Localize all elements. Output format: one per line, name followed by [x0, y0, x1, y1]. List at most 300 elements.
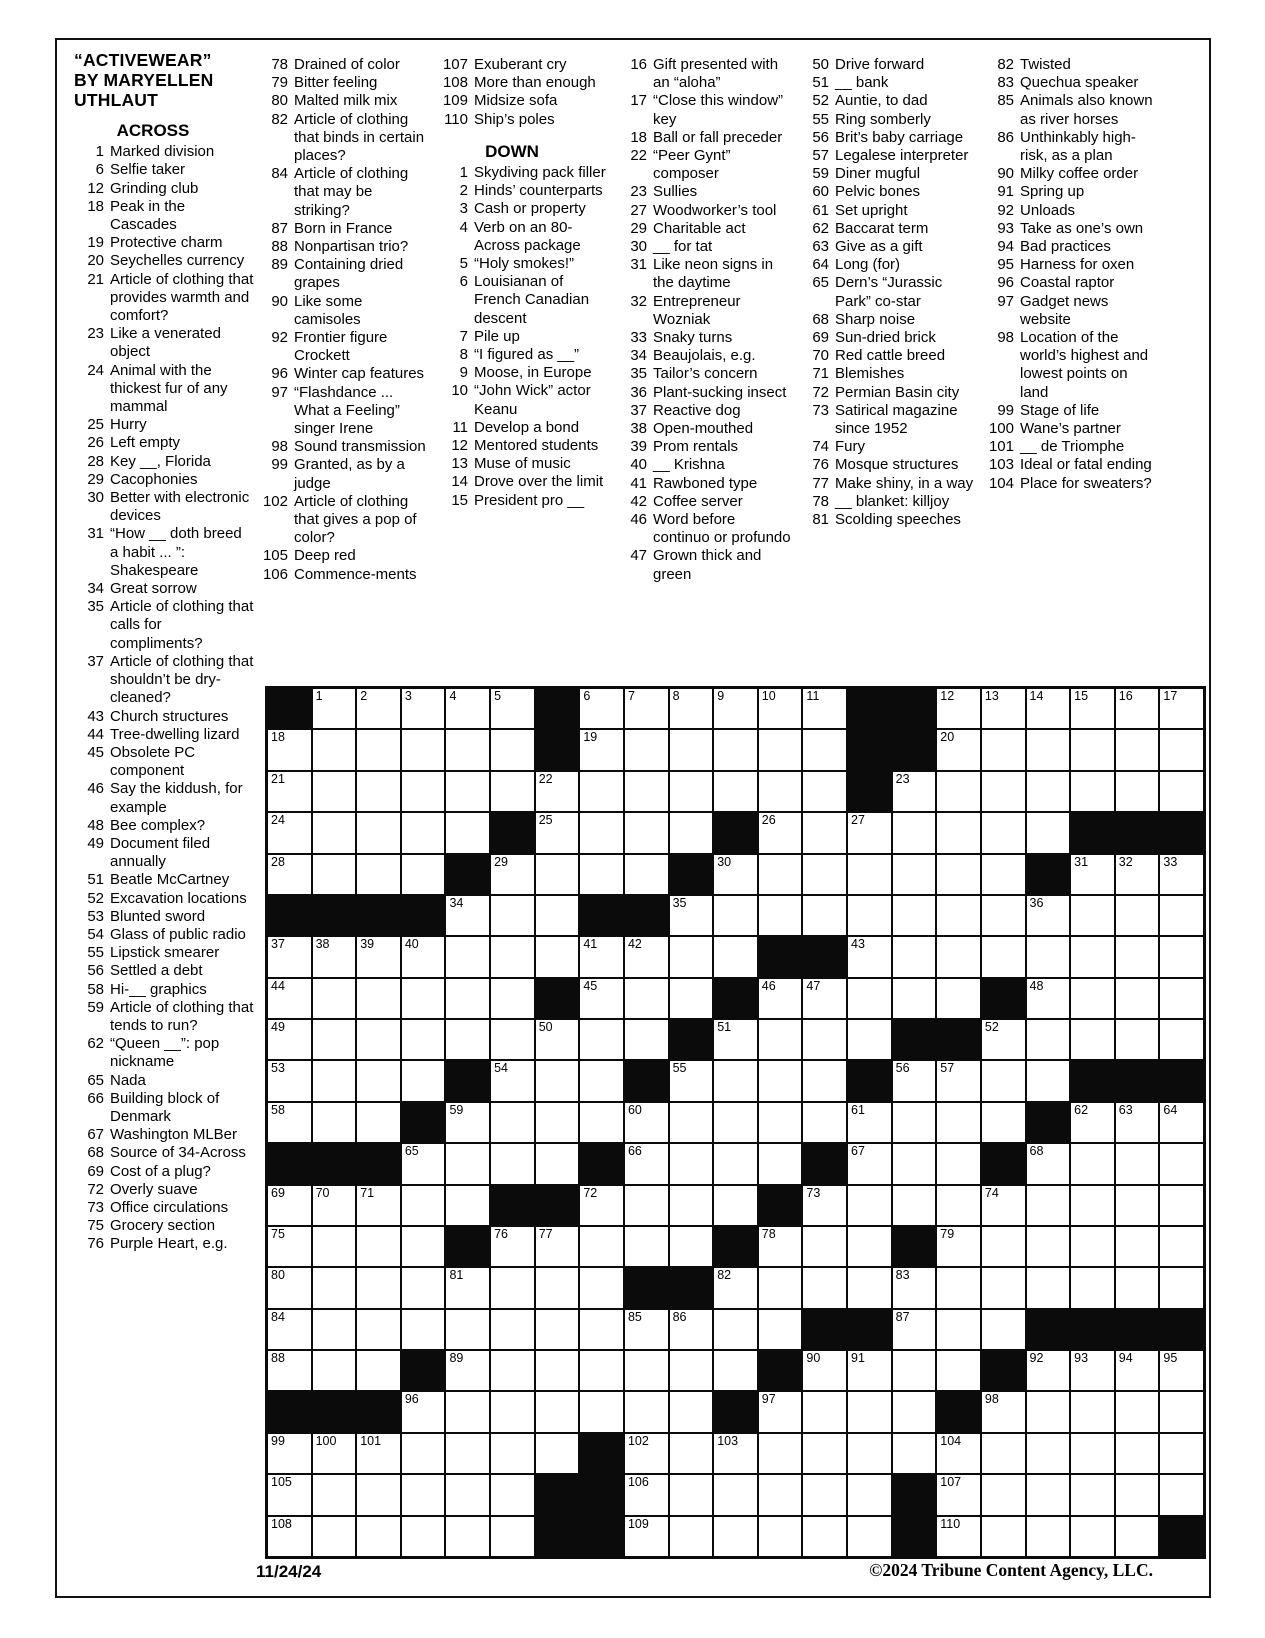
grid-cell[interactable] [803, 1268, 846, 1307]
grid-cell[interactable] [1160, 1186, 1203, 1225]
grid-cell[interactable] [313, 813, 356, 852]
grid-cell[interactable] [982, 896, 1025, 935]
grid-cell[interactable] [536, 772, 579, 811]
grid-cell[interactable] [536, 1310, 579, 1349]
grid-cell[interactable] [357, 979, 400, 1018]
grid-cell[interactable] [313, 979, 356, 1018]
grid-cell[interactable] [625, 1310, 668, 1349]
grid-cell[interactable] [491, 1020, 534, 1059]
grid-cell[interactable] [848, 937, 891, 976]
grid-cell[interactable] [848, 1227, 891, 1266]
grid-cell[interactable] [268, 1434, 311, 1473]
grid-cell[interactable] [714, 1310, 757, 1349]
grid-cell[interactable] [1116, 1020, 1159, 1059]
grid-cell[interactable] [446, 1186, 489, 1225]
grid-cell[interactable] [580, 1186, 623, 1225]
grid-cell[interactable] [357, 1268, 400, 1307]
grid-cell[interactable] [625, 1517, 668, 1556]
grid-cell[interactable] [491, 979, 534, 1018]
grid-cell[interactable] [625, 855, 668, 894]
grid-cell[interactable] [1116, 1227, 1159, 1266]
grid-cell[interactable] [714, 1186, 757, 1225]
grid-cell[interactable] [402, 772, 445, 811]
grid-cell[interactable] [982, 730, 1025, 769]
grid-cell[interactable] [1160, 979, 1203, 1018]
grid-cell[interactable] [937, 937, 980, 976]
grid-cell[interactable] [803, 1434, 846, 1473]
grid-cell[interactable] [848, 1103, 891, 1142]
grid-cell[interactable] [937, 689, 980, 728]
grid-cell[interactable] [491, 1517, 534, 1556]
grid-cell[interactable] [1071, 1475, 1114, 1514]
grid-cell[interactable] [714, 1268, 757, 1307]
grid-cell[interactable] [625, 979, 668, 1018]
grid-cell[interactable] [937, 1061, 980, 1100]
grid-cell[interactable] [714, 1351, 757, 1390]
grid-cell[interactable] [446, 1434, 489, 1473]
grid-cell[interactable] [268, 772, 311, 811]
grid-cell[interactable] [1071, 1144, 1114, 1183]
grid-cell[interactable] [759, 689, 802, 728]
grid-cell[interactable] [625, 689, 668, 728]
grid-cell[interactable] [982, 1392, 1025, 1431]
grid-cell[interactable] [670, 1144, 713, 1183]
grid-cell[interactable] [670, 979, 713, 1018]
grid-cell[interactable] [268, 813, 311, 852]
grid-cell[interactable] [402, 1434, 445, 1473]
grid-cell[interactable] [268, 730, 311, 769]
grid-cell[interactable] [625, 1351, 668, 1390]
grid-cell[interactable] [714, 689, 757, 728]
grid-cell[interactable] [625, 1186, 668, 1225]
grid-cell[interactable] [803, 1475, 846, 1514]
grid-cell[interactable] [357, 1061, 400, 1100]
grid-cell[interactable] [491, 1144, 534, 1183]
grid-cell[interactable] [803, 1227, 846, 1266]
grid-cell[interactable] [1116, 730, 1159, 769]
grid-cell[interactable] [982, 937, 1025, 976]
grid-cell[interactable] [446, 1020, 489, 1059]
grid-cell[interactable] [313, 855, 356, 894]
grid-cell[interactable] [937, 1227, 980, 1266]
grid-cell[interactable] [937, 1310, 980, 1349]
grid-cell[interactable] [937, 730, 980, 769]
grid-cell[interactable] [1160, 689, 1203, 728]
grid-cell[interactable] [982, 1061, 1025, 1100]
grid-cell[interactable] [937, 1186, 980, 1225]
grid-cell[interactable] [848, 979, 891, 1018]
grid-cell[interactable] [1116, 1434, 1159, 1473]
grid-cell[interactable] [759, 730, 802, 769]
grid-cell[interactable] [313, 730, 356, 769]
grid-cell[interactable] [937, 1144, 980, 1183]
grid-cell[interactable] [580, 689, 623, 728]
grid-cell[interactable] [937, 1434, 980, 1473]
grid-cell[interactable] [1027, 1434, 1070, 1473]
grid-cell[interactable] [580, 1227, 623, 1266]
grid-cell[interactable] [402, 689, 445, 728]
grid-cell[interactable] [982, 772, 1025, 811]
grid-cell[interactable] [1116, 896, 1159, 935]
grid-cell[interactable] [357, 730, 400, 769]
grid-cell[interactable] [848, 1020, 891, 1059]
grid-cell[interactable] [536, 1061, 579, 1100]
grid-cell[interactable] [1160, 1268, 1203, 1307]
grid-cell[interactable] [446, 689, 489, 728]
grid-cell[interactable] [803, 1186, 846, 1225]
grid-cell[interactable] [714, 1475, 757, 1514]
grid-cell[interactable] [268, 1310, 311, 1349]
grid-cell[interactable] [491, 1268, 534, 1307]
grid-cell[interactable] [803, 1351, 846, 1390]
grid-cell[interactable] [893, 896, 936, 935]
grid-cell[interactable] [670, 813, 713, 852]
grid-cell[interactable] [1160, 1392, 1203, 1431]
grid-cell[interactable] [1116, 1475, 1159, 1514]
grid-cell[interactable] [491, 1061, 534, 1100]
grid-cell[interactable] [759, 1268, 802, 1307]
grid-cell[interactable] [402, 1186, 445, 1225]
grid-cell[interactable] [759, 813, 802, 852]
grid-cell[interactable] [268, 1227, 311, 1266]
grid-cell[interactable] [714, 1144, 757, 1183]
grid-cell[interactable] [536, 855, 579, 894]
grid-cell[interactable] [313, 1517, 356, 1556]
grid-cell[interactable] [759, 1475, 802, 1514]
grid-cell[interactable] [402, 1268, 445, 1307]
grid-cell[interactable] [848, 813, 891, 852]
grid-cell[interactable] [937, 1351, 980, 1390]
grid-cell[interactable] [446, 1517, 489, 1556]
grid-cell[interactable] [357, 1351, 400, 1390]
grid-cell[interactable] [982, 689, 1025, 728]
grid-cell[interactable] [982, 1517, 1025, 1556]
grid-cell[interactable] [580, 1020, 623, 1059]
grid-cell[interactable] [893, 1434, 936, 1473]
grid-cell[interactable] [670, 1227, 713, 1266]
grid-cell[interactable] [1116, 855, 1159, 894]
grid-cell[interactable] [357, 1310, 400, 1349]
grid-cell[interactable] [357, 1227, 400, 1266]
grid-cell[interactable] [1160, 772, 1203, 811]
grid-cell[interactable] [803, 855, 846, 894]
grid-cell[interactable] [848, 1268, 891, 1307]
grid-cell[interactable] [402, 1517, 445, 1556]
grid-cell[interactable] [803, 1392, 846, 1431]
grid-cell[interactable] [402, 937, 445, 976]
grid-cell[interactable] [893, 979, 936, 1018]
grid-cell[interactable] [491, 937, 534, 976]
grid-cell[interactable] [313, 1061, 356, 1100]
grid-cell[interactable] [670, 1310, 713, 1349]
grid-cell[interactable] [580, 1310, 623, 1349]
grid-cell[interactable] [268, 1103, 311, 1142]
grid-cell[interactable] [1160, 730, 1203, 769]
grid-cell[interactable] [937, 1517, 980, 1556]
grid-cell[interactable] [1071, 689, 1114, 728]
grid-cell[interactable] [446, 896, 489, 935]
grid-cell[interactable] [1160, 1103, 1203, 1142]
grid-cell[interactable] [491, 1392, 534, 1431]
grid-cell[interactable] [491, 1475, 534, 1514]
grid-cell[interactable] [446, 813, 489, 852]
grid-cell[interactable] [670, 1186, 713, 1225]
grid-cell[interactable] [1160, 1475, 1203, 1514]
grid-cell[interactable] [268, 937, 311, 976]
grid-cell[interactable] [491, 772, 534, 811]
grid-cell[interactable] [313, 689, 356, 728]
grid-cell[interactable] [357, 1434, 400, 1473]
grid-cell[interactable] [982, 1020, 1025, 1059]
grid-cell[interactable] [937, 855, 980, 894]
grid-cell[interactable] [670, 937, 713, 976]
grid-cell[interactable] [1071, 937, 1114, 976]
grid-cell[interactable] [402, 730, 445, 769]
grid-cell[interactable] [893, 1351, 936, 1390]
grid-cell[interactable] [1071, 1392, 1114, 1431]
grid-cell[interactable] [1071, 979, 1114, 1018]
grid-cell[interactable] [1116, 1351, 1159, 1390]
grid-cell[interactable] [313, 772, 356, 811]
grid-cell[interactable] [625, 772, 668, 811]
grid-cell[interactable] [1160, 937, 1203, 976]
grid-cell[interactable] [357, 855, 400, 894]
grid-cell[interactable] [714, 937, 757, 976]
grid-cell[interactable] [937, 1475, 980, 1514]
grid-cell[interactable] [357, 1475, 400, 1514]
grid-cell[interactable] [937, 813, 980, 852]
grid-cell[interactable] [268, 1268, 311, 1307]
grid-cell[interactable] [625, 1475, 668, 1514]
grid-cell[interactable] [893, 937, 936, 976]
grid-cell[interactable] [580, 855, 623, 894]
grid-cell[interactable] [893, 1310, 936, 1349]
grid-cell[interactable] [1116, 979, 1159, 1018]
grid-cell[interactable] [625, 1434, 668, 1473]
grid-cell[interactable] [714, 896, 757, 935]
grid-cell[interactable] [803, 979, 846, 1018]
grid-cell[interactable] [1027, 730, 1070, 769]
grid-cell[interactable] [714, 855, 757, 894]
grid-cell[interactable] [982, 1227, 1025, 1266]
grid-cell[interactable] [1071, 730, 1114, 769]
grid-cell[interactable] [893, 1186, 936, 1225]
grid-cell[interactable] [893, 813, 936, 852]
grid-cell[interactable] [759, 1310, 802, 1349]
grid-cell[interactable] [937, 1268, 980, 1307]
grid-cell[interactable] [580, 1061, 623, 1100]
grid-cell[interactable] [937, 1103, 980, 1142]
grid-cell[interactable] [982, 1268, 1025, 1307]
grid-cell[interactable] [1071, 1103, 1114, 1142]
grid-cell[interactable] [1071, 772, 1114, 811]
grid-cell[interactable] [1071, 1517, 1114, 1556]
grid-cell[interactable] [759, 1227, 802, 1266]
grid-cell[interactable] [848, 1351, 891, 1390]
grid-cell[interactable] [491, 689, 534, 728]
grid-cell[interactable] [491, 1227, 534, 1266]
grid-cell[interactable] [268, 1020, 311, 1059]
grid-cell[interactable] [893, 855, 936, 894]
grid-cell[interactable] [625, 1144, 668, 1183]
grid-cell[interactable] [803, 1103, 846, 1142]
grid-cell[interactable] [402, 1310, 445, 1349]
grid-cell[interactable] [670, 1434, 713, 1473]
grid-cell[interactable] [803, 813, 846, 852]
grid-cell[interactable] [580, 813, 623, 852]
grid-cell[interactable] [670, 1103, 713, 1142]
grid-cell[interactable] [313, 1475, 356, 1514]
grid-cell[interactable] [893, 1061, 936, 1100]
grid-cell[interactable] [357, 813, 400, 852]
grid-cell[interactable] [759, 1517, 802, 1556]
grid-cell[interactable] [536, 1268, 579, 1307]
grid-cell[interactable] [491, 855, 534, 894]
grid-cell[interactable] [848, 1392, 891, 1431]
grid-cell[interactable] [402, 1475, 445, 1514]
grid-cell[interactable] [402, 813, 445, 852]
grid-cell[interactable] [1071, 1434, 1114, 1473]
grid-cell[interactable] [313, 1268, 356, 1307]
grid-cell[interactable] [313, 1351, 356, 1390]
grid-cell[interactable] [848, 1517, 891, 1556]
grid-cell[interactable] [268, 1517, 311, 1556]
grid-cell[interactable] [446, 1310, 489, 1349]
grid-cell[interactable] [625, 1103, 668, 1142]
grid-cell[interactable] [1027, 1061, 1070, 1100]
grid-cell[interactable] [313, 1227, 356, 1266]
grid-cell[interactable] [1160, 1351, 1203, 1390]
grid-cell[interactable] [402, 1061, 445, 1100]
grid-cell[interactable] [625, 730, 668, 769]
grid-cell[interactable] [580, 979, 623, 1018]
grid-cell[interactable] [982, 1310, 1025, 1349]
grid-cell[interactable] [402, 1392, 445, 1431]
grid-cell[interactable] [759, 896, 802, 935]
grid-cell[interactable] [803, 1517, 846, 1556]
grid-cell[interactable] [357, 772, 400, 811]
grid-cell[interactable] [670, 1475, 713, 1514]
grid-cell[interactable] [625, 1020, 668, 1059]
grid-cell[interactable] [536, 937, 579, 976]
grid-cell[interactable] [759, 772, 802, 811]
grid-cell[interactable] [1160, 896, 1203, 935]
grid-cell[interactable] [313, 937, 356, 976]
grid-cell[interactable] [670, 772, 713, 811]
grid-cell[interactable] [268, 1351, 311, 1390]
grid-cell[interactable] [446, 1475, 489, 1514]
grid-cell[interactable] [1027, 1227, 1070, 1266]
grid-cell[interactable] [1027, 1186, 1070, 1225]
grid-cell[interactable] [402, 1227, 445, 1266]
grid-cell[interactable] [580, 1103, 623, 1142]
grid-cell[interactable] [1027, 1517, 1070, 1556]
grid-cell[interactable] [1071, 1351, 1114, 1390]
grid-cell[interactable] [803, 1061, 846, 1100]
grid-cell[interactable] [1160, 1227, 1203, 1266]
grid-cell[interactable] [580, 1351, 623, 1390]
grid-cell[interactable] [491, 1434, 534, 1473]
grid-cell[interactable] [536, 1144, 579, 1183]
grid-cell[interactable] [982, 1475, 1025, 1514]
grid-cell[interactable] [759, 855, 802, 894]
grid-cell[interactable] [803, 730, 846, 769]
grid-cell[interactable] [982, 813, 1025, 852]
grid-cell[interactable] [357, 1186, 400, 1225]
grid-cell[interactable] [625, 1392, 668, 1431]
grid-cell[interactable] [491, 896, 534, 935]
grid-cell[interactable] [1071, 855, 1114, 894]
grid-cell[interactable] [536, 1227, 579, 1266]
grid-cell[interactable] [268, 1061, 311, 1100]
grid-cell[interactable] [446, 937, 489, 976]
grid-cell[interactable] [1027, 772, 1070, 811]
grid-cell[interactable] [848, 1475, 891, 1514]
grid-cell[interactable] [313, 1103, 356, 1142]
grid-cell[interactable] [1071, 1186, 1114, 1225]
grid-cell[interactable] [893, 1103, 936, 1142]
grid-cell[interactable] [848, 1144, 891, 1183]
grid-cell[interactable] [670, 896, 713, 935]
grid-cell[interactable] [1116, 1186, 1159, 1225]
grid-cell[interactable] [670, 1061, 713, 1100]
grid-cell[interactable] [536, 896, 579, 935]
grid-cell[interactable] [402, 1020, 445, 1059]
grid-cell[interactable] [759, 979, 802, 1018]
grid-cell[interactable] [714, 1061, 757, 1100]
grid-cell[interactable] [893, 1144, 936, 1183]
grid-cell[interactable] [491, 1310, 534, 1349]
grid-cell[interactable] [759, 1061, 802, 1100]
grid-cell[interactable] [759, 1020, 802, 1059]
grid-cell[interactable] [268, 855, 311, 894]
grid-cell[interactable] [670, 730, 713, 769]
grid-cell[interactable] [491, 1351, 534, 1390]
grid-cell[interactable] [1027, 1392, 1070, 1431]
grid-cell[interactable] [313, 1020, 356, 1059]
grid-cell[interactable] [1071, 1227, 1114, 1266]
grid-cell[interactable] [402, 855, 445, 894]
grid-cell[interactable] [446, 772, 489, 811]
grid-cell[interactable] [357, 937, 400, 976]
grid-cell[interactable] [759, 1103, 802, 1142]
grid-cell[interactable] [268, 1186, 311, 1225]
grid-cell[interactable] [402, 1144, 445, 1183]
grid-cell[interactable] [580, 1268, 623, 1307]
grid-cell[interactable] [580, 730, 623, 769]
grid-cell[interactable] [1116, 937, 1159, 976]
grid-cell[interactable] [1160, 1144, 1203, 1183]
grid-cell[interactable] [1160, 1434, 1203, 1473]
grid-cell[interactable] [937, 772, 980, 811]
grid-cell[interactable] [536, 1020, 579, 1059]
grid-cell[interactable] [536, 1351, 579, 1390]
grid-cell[interactable] [1116, 1517, 1159, 1556]
grid-cell[interactable] [982, 1186, 1025, 1225]
grid-cell[interactable] [937, 979, 980, 1018]
grid-cell[interactable] [1116, 1103, 1159, 1142]
grid-cell[interactable] [446, 1268, 489, 1307]
grid-cell[interactable] [670, 1351, 713, 1390]
grid-cell[interactable] [759, 1392, 802, 1431]
grid-cell[interactable] [446, 1392, 489, 1431]
grid-cell[interactable] [268, 979, 311, 1018]
grid-cell[interactable] [446, 979, 489, 1018]
grid-cell[interactable] [446, 1144, 489, 1183]
grid-cell[interactable] [714, 1020, 757, 1059]
grid-cell[interactable] [714, 730, 757, 769]
grid-cell[interactable] [759, 1144, 802, 1183]
